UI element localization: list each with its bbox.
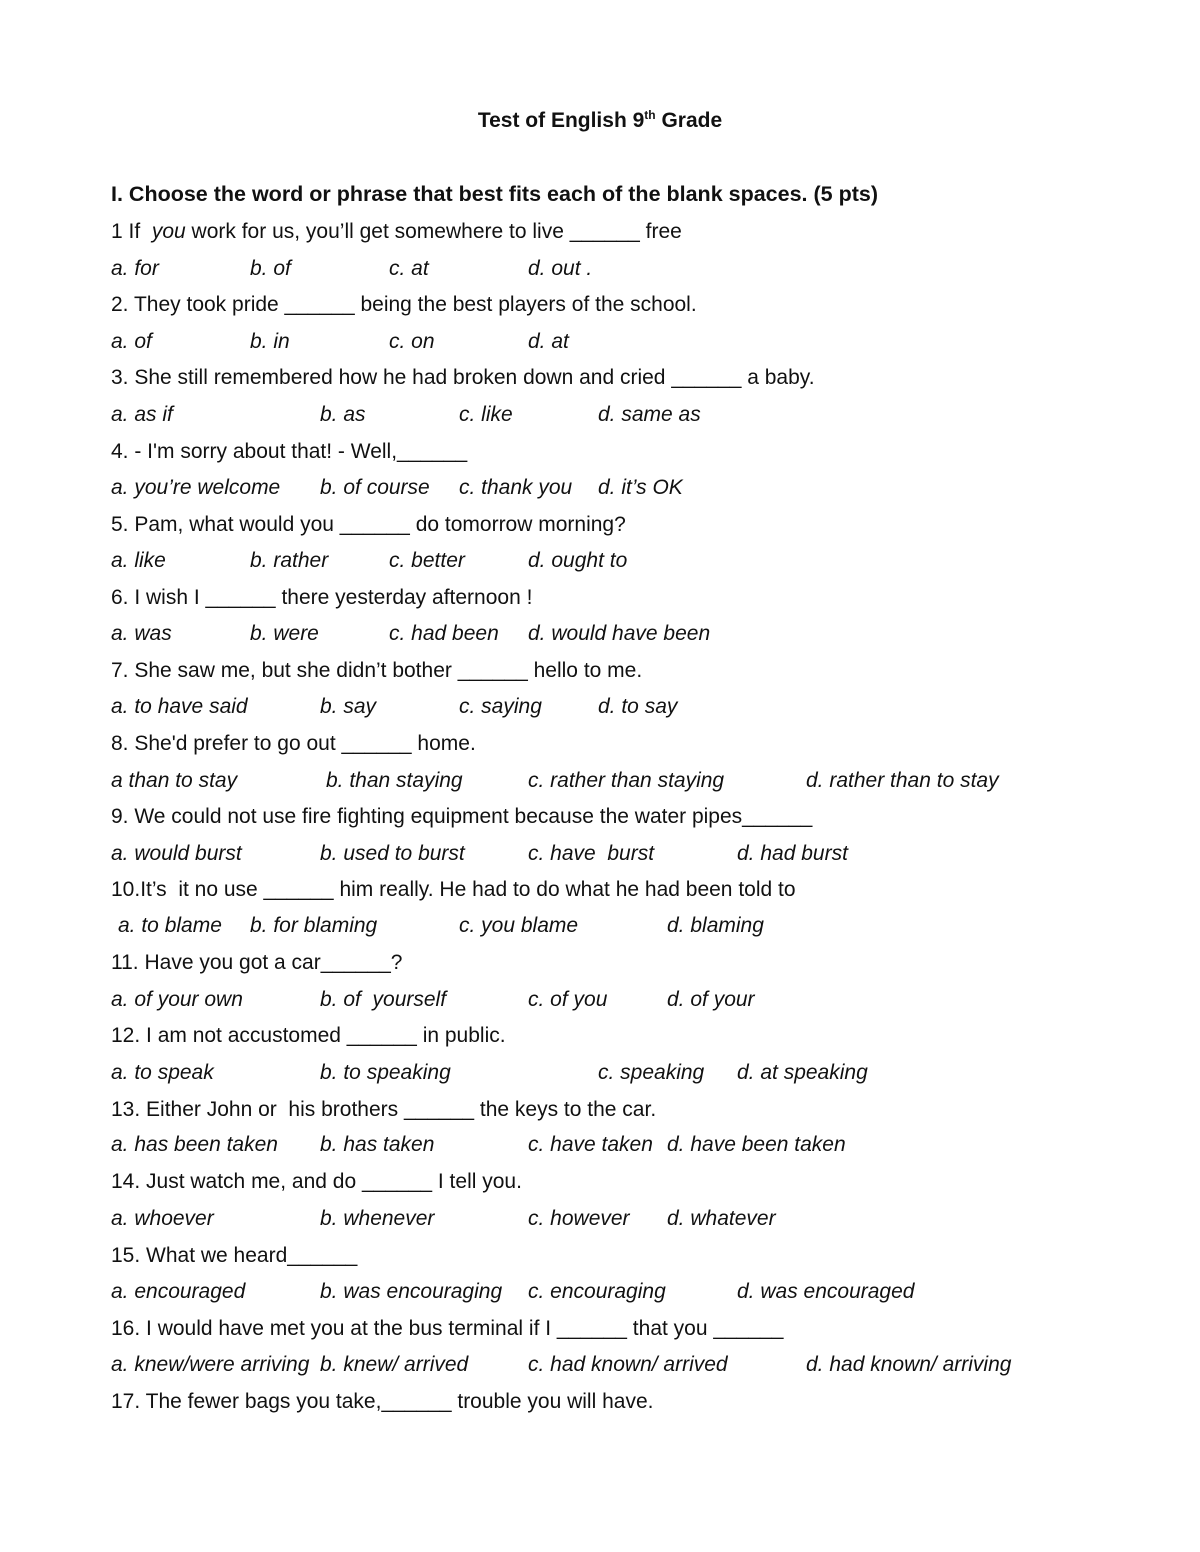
question-6-option-d: d. would have been xyxy=(528,622,711,645)
question-2-option-c: c. on xyxy=(389,330,435,353)
question-2-option-b: b. in xyxy=(250,330,290,353)
question-11-option-d: d. of your xyxy=(667,988,755,1011)
question-15-option-d: d. was encouraged xyxy=(737,1280,915,1303)
question-10-option-d: d. blaming xyxy=(667,914,764,937)
question-12-option-a: a. to speak xyxy=(111,1061,214,1084)
question-7-option-d: d. to say xyxy=(598,695,678,718)
question-12-option-d: d. at speaking xyxy=(737,1061,868,1084)
question-8-option-a: a than to stay xyxy=(111,769,238,792)
question-1: 1 If you work for us, you’ll get somewhere to live ______ free xyxy=(111,220,682,243)
question-5-option-c: c. better xyxy=(389,549,465,572)
question-9: 9. We could not use fire fighting equipment because the water pipes______ xyxy=(111,805,813,828)
question-17: 17. The fewer bags you take,______ trouble you will have. xyxy=(111,1390,654,1413)
question-16-option-a: a. knew/were arriving xyxy=(111,1353,310,1376)
question-13-option-b: b. has taken xyxy=(320,1133,435,1156)
question-9-option-c: c. have burst xyxy=(528,842,655,865)
question-2-option-a: a. of xyxy=(111,330,152,353)
question-13-option-a: a. has been taken xyxy=(111,1133,278,1156)
question-10-option-a: a. to blame xyxy=(118,914,222,937)
question-12-option-b: b. to speaking xyxy=(320,1061,451,1084)
question-6-option-a: a. was xyxy=(111,622,172,645)
question-11-option-c: c. of you xyxy=(528,988,608,1011)
title-superscript: th xyxy=(644,108,656,122)
question-1-option-b: b. of xyxy=(250,257,291,280)
question-3: 3. She still remembered how he had broken down and cried ______ a baby. xyxy=(111,366,815,389)
question-10: 10.It’s it no use ______ him really. He had to do what he had been told to xyxy=(111,878,796,901)
question-6-option-c: c. had been xyxy=(389,622,499,645)
question-14-option-c: c. however xyxy=(528,1207,630,1230)
question-8-option-c: c. rather than staying xyxy=(528,769,725,792)
question-14-option-b: b. whenever xyxy=(320,1207,435,1230)
question-2-option-d: d. at xyxy=(528,330,569,353)
question-4-option-d: d. it’s OK xyxy=(598,476,683,499)
question-1-option-c: c. at xyxy=(389,257,429,280)
question-13-option-c: c. have taken xyxy=(528,1133,653,1156)
question-4-option-b: b. of course xyxy=(320,476,430,499)
question-15-option-a: a. encouraged xyxy=(111,1280,246,1303)
page-title: Test of English 9th Grade xyxy=(477,108,723,132)
question-3-option-c: c. like xyxy=(459,403,513,426)
question-14-option-d: d. whatever xyxy=(667,1207,776,1230)
question-15: 15. What we heard______ xyxy=(111,1244,358,1267)
question-13: 13. Either John or his brothers ______ the keys to the car. xyxy=(111,1098,657,1121)
question-16-option-d: d. had known/ arriving xyxy=(806,1353,1012,1376)
question-1-option-a: a. for xyxy=(111,257,159,280)
question-5-option-d: d. ought to xyxy=(528,549,628,572)
question-5-option-a: a. like xyxy=(111,549,166,572)
question-4: 4. - I'm sorry about that! - Well,______ xyxy=(111,440,468,463)
question-8: 8. She'd prefer to go out ______ home. xyxy=(111,732,476,755)
question-11-option-b: b. of yourself xyxy=(320,988,447,1011)
question-9-option-d: d. had burst xyxy=(737,842,848,865)
question-3-option-d: d. same as xyxy=(598,403,701,426)
question-15-option-c: c. encouraging xyxy=(528,1280,666,1303)
question-6: 6. I wish I ______ there yesterday afternoon ! xyxy=(111,586,533,609)
question-16-option-b: b. knew/ arrived xyxy=(320,1353,469,1376)
question-11: 11. Have you got a car______? xyxy=(111,951,403,974)
question-1-option-d: d. out . xyxy=(528,257,593,280)
question-7-option-a: a. to have said xyxy=(111,695,248,718)
question-11-option-a: a. of your own xyxy=(111,988,243,1011)
question-9-option-a: a. would burst xyxy=(111,842,242,865)
question-4-option-c: c. thank you xyxy=(459,476,573,499)
question-13-option-d: d. have been taken xyxy=(667,1133,846,1156)
question-16-option-c: c. had known/ arrived xyxy=(528,1353,728,1376)
question-8-option-d: d. rather than to stay xyxy=(806,769,999,792)
question-14: 14. Just watch me, and do ______ I tell you. xyxy=(111,1170,522,1193)
question-14-option-a: a. whoever xyxy=(111,1207,214,1230)
question-5: 5. Pam, what would you ______ do tomorrow morning? xyxy=(111,513,626,536)
question-9-option-b: b. used to burst xyxy=(320,842,465,865)
question-5-option-b: b. rather xyxy=(250,549,329,572)
section-heading: I. Choose the word or phrase that best fits each of the blank spaces. (5 pts) xyxy=(111,182,878,206)
question-7: 7. She saw me, but she didn’t bother ______ hello to me. xyxy=(111,659,643,682)
question-12: 12. I am not accustomed ______ in public. xyxy=(111,1024,506,1047)
question-3-option-a: a. as if xyxy=(111,403,173,426)
question-7-option-b: b. say xyxy=(320,695,377,718)
question-4-option-a: a. you’re welcome xyxy=(111,476,281,499)
question-8-option-b: b. than staying xyxy=(326,769,463,792)
question-15-option-b: b. was encouraging xyxy=(320,1280,503,1303)
question-16: 16. I would have met you at the bus terminal if I ______ that you ______ xyxy=(111,1317,784,1340)
question-6-option-b: b. were xyxy=(250,622,319,645)
question-10-option-c: c. you blame xyxy=(459,914,579,937)
question-7-option-c: c. saying xyxy=(459,695,542,718)
question-3-option-b: b. as xyxy=(320,403,366,426)
question-2: 2. They took pride ______ being the best players of the school. xyxy=(111,293,697,316)
question-12-option-c: c. speaking xyxy=(598,1061,705,1084)
question-10-option-b: b. for blaming xyxy=(250,914,378,937)
